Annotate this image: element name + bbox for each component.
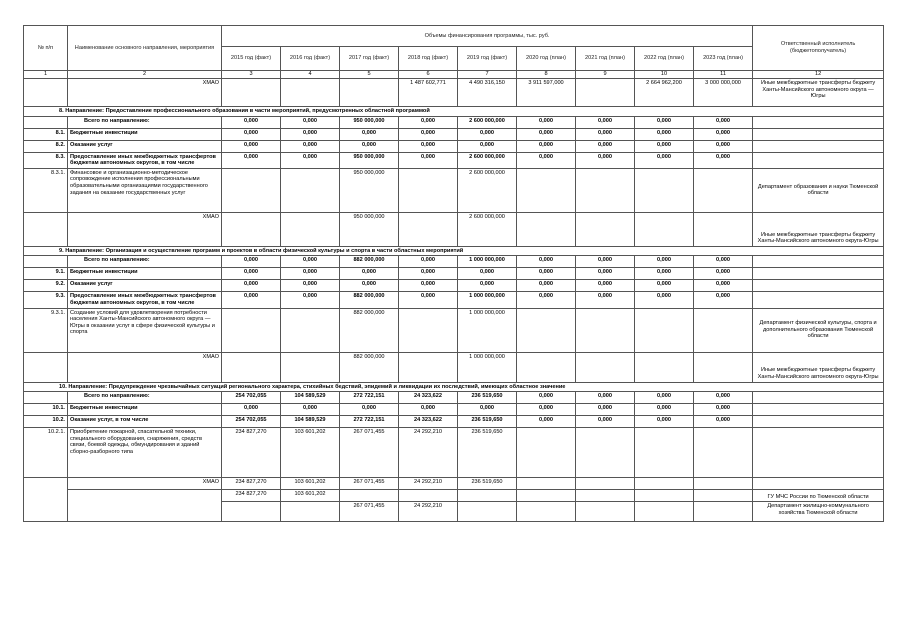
table-row: ХМАО 882 000,000 1 000 000,000 Иные межбюджетные трансферты бюджету Ханты-Мансийского автономного округа-Югры xyxy=(24,352,884,382)
table-row: 9.3. Предоставление иных межбюджетных трансфертов бюджетам автономных округов, в том числе 0,000 0,000 882 000,000 0,000 1 000 000,000 0,000 0,000 0,000 0,000 xyxy=(24,292,884,308)
table-row: 9.3.1. Создание условий для удовлетворения потребности населения Ханты-Мансийского автономного округа — Югры в оказании услуг в сфере физической культуры и спорта 882 000,000 1 000 000,000 Департамент физической культуры, спорта и дополнительного образования Тюменской области xyxy=(24,308,884,352)
executor-cell: Департамент физической культуры, спорта и дополнительного образования Тюменской области xyxy=(753,308,884,352)
table-row: Всего по направлению: 254 702,055 104 589,529 272 722,151 24 323,622 236 519,650 0,000 0,000 0,000 0,000 xyxy=(24,392,884,404)
table-row: 8.3. Предоставление иных межбюджетных трансфертов бюджетам автономных округов, в том числе 0,000 0,000 950 000,000 0,000 2 600 000,000 0,000 0,000 0,000 0,000 xyxy=(24,152,884,168)
table-row: 234 827,270 103 601,202 ГУ МЧС России по Тюменской области xyxy=(24,490,884,502)
column-index: 8 xyxy=(517,71,576,79)
table-row: 9.2. Оказание услуг 0,000 0,000 0,000 0,000 0,000 0,000 0,000 0,000 0,000 xyxy=(24,280,884,292)
column-index: 4 xyxy=(281,71,340,79)
col-number-header: № п/п xyxy=(24,26,68,71)
region-label: ХМАО xyxy=(68,212,222,246)
executor-cell: ГУ МЧС России по Тюменской области xyxy=(753,490,884,502)
column-index: 9 xyxy=(576,71,635,79)
column-index: 5 xyxy=(340,71,399,79)
financing-table xyxy=(23,25,884,522)
table-row: 8.1. Бюджетные инвестиции 0,000 0,000 0,000 0,000 0,000 0,000 0,000 0,000 0,000 xyxy=(24,128,884,140)
table-row: 10.1. Бюджетные инвестиции 0,000 0,000 0,000 0,000 0,000 0,000 0,000 0,000 0,000 xyxy=(24,404,884,416)
region-label: ХМАО xyxy=(68,352,222,382)
year-header: 2022 год (план) xyxy=(635,47,694,71)
section-header: 9. Направление: Организация и осуществление программ и проектов в области физической культуры и спорта в части областных мероприятий xyxy=(24,246,884,256)
table-row: 8.2. Оказание услуг 0,000 0,000 0,000 0,000 0,000 0,000 0,000 0,000 0,000 xyxy=(24,140,884,152)
executor-cell: Департамент образования и науки Тюменской области xyxy=(753,168,884,212)
year-header: 2018 год (факт) xyxy=(399,47,458,71)
region-label: ХМАО xyxy=(68,478,222,490)
col-executor-header: Ответственный исполнитель (бюджетополучатель) xyxy=(753,26,884,71)
table-row: Всего по направлению: 0,000 0,000 882 000,000 0,000 1 000 000,000 0,000 0,000 0,000 0,000 xyxy=(24,256,884,268)
column-index: 7 xyxy=(458,71,517,79)
year-header: 2019 год (факт) xyxy=(458,47,517,71)
table-row: 10.2. Оказание услуг, в том числе 254 702,055 104 589,529 272 722,151 24 323,622 236 519,650 0,000 0,000 0,000 0,000 xyxy=(24,416,884,428)
year-header: 2016 год (факт) xyxy=(281,47,340,71)
table-row: ХМАО 234 827,270 103 601,202 267 071,455 24 292,210 236 519,650 xyxy=(24,478,884,490)
table-row: ХМАО 1 487 602,771 4 490 316,150 3 911 597,000 2 664 962,200 3 000 000,000 Иные межбюджетные трансферты бюджету Ханты-Мансийского автономного округа — Югры xyxy=(24,79,884,107)
region-label: ХМАО xyxy=(68,79,222,107)
column-index: 6 xyxy=(399,71,458,79)
year-header: 2017 год (факт) xyxy=(340,47,399,71)
year-header: 2023 год (план) xyxy=(694,47,753,71)
year-header: 2021 год (план) xyxy=(576,47,635,71)
table-row: Всего по направлению: 0,000 0,000 950 000,000 0,000 2 600 000,000 0,000 0,000 0,000 0,000 xyxy=(24,116,884,128)
table-row: 267 071,455 24 292,210 Департамент жилищно-коммунального хозяйства Тюменской области xyxy=(24,502,884,522)
column-index: 2 xyxy=(68,71,222,79)
column-index: 3 xyxy=(222,71,281,79)
table-row: 10.2.1. Приобретение пожарной, спасательной техники, специального оборудования, снаряжения, средств связи, боевой одежды, обмундирования и зданий сборно-разборного типа 234 827,270 103 601,202 267 071,455 24 292,210 236 519,650 xyxy=(24,428,884,478)
executor-cell: Департамент жилищно-коммунального хозяйства Тюменской области xyxy=(753,502,884,522)
column-index: 1 xyxy=(24,71,68,79)
table-row: 8.3.1. Финансовое и организационно-методическое сопровождение исполнения профессиональными образовательными организациями государственного задания на оказание государственных услуг 950 000,000 2 600 000,000 Департамент образования и науки Тюменской области xyxy=(24,168,884,212)
section-header: 10. Направление: Предупреждение чрезвычайных ситуаций регионального характера, стихийных бедствий, эпидемий и ликвидации их последствий, имеющих областное значение xyxy=(24,382,884,392)
executor-cell: Иные межбюджетные трансферты бюджету Ханты-Мансийского автономного округа-Югры xyxy=(753,352,884,382)
col-volume-header: Объемы финансирования программы, тыс. руб. xyxy=(222,26,753,47)
executor-cell: Иные межбюджетные трансферты бюджету Ханты-Мансийского автономного округа — Югры xyxy=(753,79,884,107)
executor-cell: Иные межбюджетные трансферты бюджету Ханты-Мансийского автономного округа-Югры xyxy=(753,212,884,246)
table-row: 9.1. Бюджетные инвестиции 0,000 0,000 0,000 0,000 0,000 0,000 0,000 0,000 0,000 xyxy=(24,268,884,280)
year-header: 2015 год (факт) xyxy=(222,47,281,71)
column-index: 11 xyxy=(694,71,753,79)
section-header: 8. Направление: Предоставление профессионального образования в части мероприятий, предусмотренных областной программой xyxy=(24,107,884,117)
column-index: 12 xyxy=(753,71,884,79)
col-name-header: Наименование основного направления, мероприятия xyxy=(68,26,222,71)
year-header: 2020 год (план) xyxy=(517,47,576,71)
table-row: ХМАО 950 000,000 2 600 000,000 Иные межбюджетные трансферты бюджету Ханты-Мансийского автономного округа-Югры xyxy=(24,212,884,246)
column-index: 10 xyxy=(635,71,694,79)
